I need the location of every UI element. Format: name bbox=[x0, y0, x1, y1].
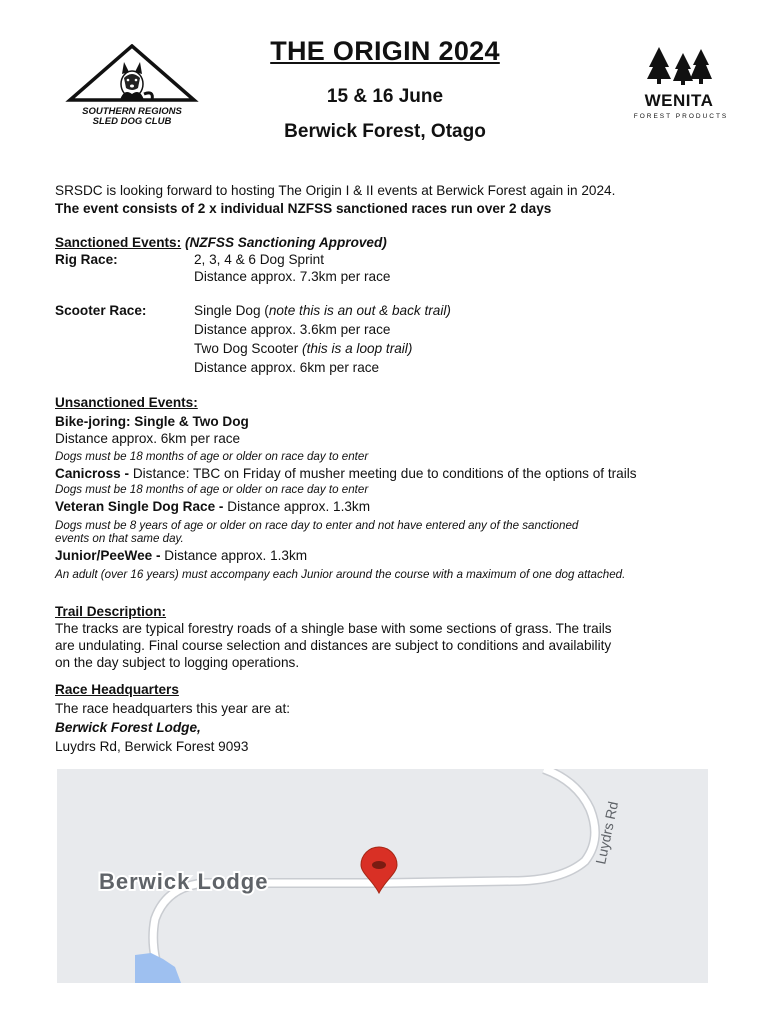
veteran-note-2: events on that same day. bbox=[55, 532, 184, 545]
age-note-1: Dogs must be 18 months of age or older on race day to enter bbox=[55, 450, 369, 463]
event-title: THE ORIGIN 2024 bbox=[270, 36, 500, 66]
canicross-title: Canicross - bbox=[55, 466, 133, 481]
veteran-row bbox=[55, 498, 370, 515]
scooter-single-text: Single Dog ( bbox=[194, 303, 269, 318]
sanctioned-heading-row bbox=[55, 234, 387, 251]
club-name-line1: SOUTHERN REGIONS bbox=[82, 106, 182, 117]
bikejoring-title: Bike-joring: Single & Two Dog bbox=[55, 414, 249, 429]
event-venue: Berwick Forest, Otago bbox=[284, 121, 486, 142]
veteran-note-1: Dogs must be 8 years of age or older on race day to enter and not have entered any of the sanctioned bbox=[55, 519, 579, 532]
hq-heading: Race Headquarters bbox=[55, 682, 179, 697]
veteran-text: Distance approx. 1.3km bbox=[227, 499, 371, 514]
rig-race-distance: Distance approx. 7.3km per race bbox=[194, 269, 391, 284]
scooter-race-label: Scooter Race: bbox=[55, 303, 147, 318]
trail-heading: Trail Description: bbox=[55, 604, 167, 619]
junior-title: Junior/PeeWee - bbox=[55, 548, 165, 563]
unsanctioned-heading: Unsanctioned Events: bbox=[55, 395, 198, 410]
rig-race-label: Rig Race: bbox=[55, 252, 118, 267]
bikejoring-distance: Distance approx. 6km per race bbox=[55, 431, 241, 446]
tree-icon bbox=[647, 47, 712, 85]
scooter-two-note: (this is a loop trail) bbox=[302, 341, 413, 356]
canicross-text: Distance: TBC on Friday of musher meeting due to conditions of the options of trails bbox=[132, 466, 637, 481]
sanctioned-heading: Sanctioned Events: bbox=[55, 235, 182, 250]
location-map[interactable] bbox=[57, 769, 708, 983]
place-label: Berwick Lodge bbox=[99, 869, 269, 894]
scooter-two bbox=[194, 340, 412, 357]
scooter-single-note: note this is an out & back trail) bbox=[268, 303, 451, 318]
sanctioned-note: (NZFSS Sanctioning Approved) bbox=[184, 235, 387, 250]
intro-line1: SRSDC is looking forward to hosting The Origin I & II events at Berwick Forest again in 2024. bbox=[55, 183, 616, 198]
hq-venue: Berwick Forest Lodge, bbox=[55, 720, 201, 735]
sponsor-name: WENITA bbox=[644, 91, 714, 110]
hq-line1: The race headquarters this year are at: bbox=[55, 701, 290, 716]
junior-text: Distance approx. 1.3km bbox=[164, 548, 308, 563]
trail-line2: are undulating. Final course selection and distances are subject to conditions and availability bbox=[55, 638, 612, 653]
rig-race-classes: 2, 3, 4 & 6 Dog Sprint bbox=[194, 252, 324, 267]
trail-line3: on the day subject to logging operations. bbox=[55, 655, 300, 670]
junior-row bbox=[55, 547, 307, 564]
scooter-two-distance: Distance approx. 6km per race bbox=[194, 360, 380, 375]
hq-address: Luydrs Rd, Berwick Forest 9093 bbox=[55, 739, 249, 754]
junior-note: An adult (over 16 years) must accompany each Junior around the course with a maximum of one dog attached. bbox=[55, 568, 626, 581]
scooter-single-distance: Distance approx. 3.6km per race bbox=[194, 322, 391, 337]
scooter-two-text: Two Dog Scooter bbox=[194, 341, 303, 356]
road-label: Luydrs Rd bbox=[592, 799, 622, 866]
event-dates: 15 & 16 June bbox=[326, 86, 444, 107]
age-note-2: Dogs must be 18 months of age or older on race day to enter bbox=[55, 483, 369, 496]
canicross-row bbox=[55, 465, 637, 482]
scooter-single bbox=[194, 302, 451, 319]
sponsor-logo bbox=[625, 45, 735, 125]
club-name-line2: SLED DOG CLUB bbox=[92, 116, 172, 127]
sponsor-subtitle: FOREST PRODUCTS bbox=[633, 113, 729, 120]
veteran-title: Veteran Single Dog Race - bbox=[55, 499, 228, 514]
intro-line2: The event consists of 2 x individual NZFSS sanctioned races run over 2 days bbox=[55, 201, 552, 216]
trail-line1: The tracks are typical forestry roads of a shingle base with some sections of grass. The trails bbox=[55, 621, 612, 636]
